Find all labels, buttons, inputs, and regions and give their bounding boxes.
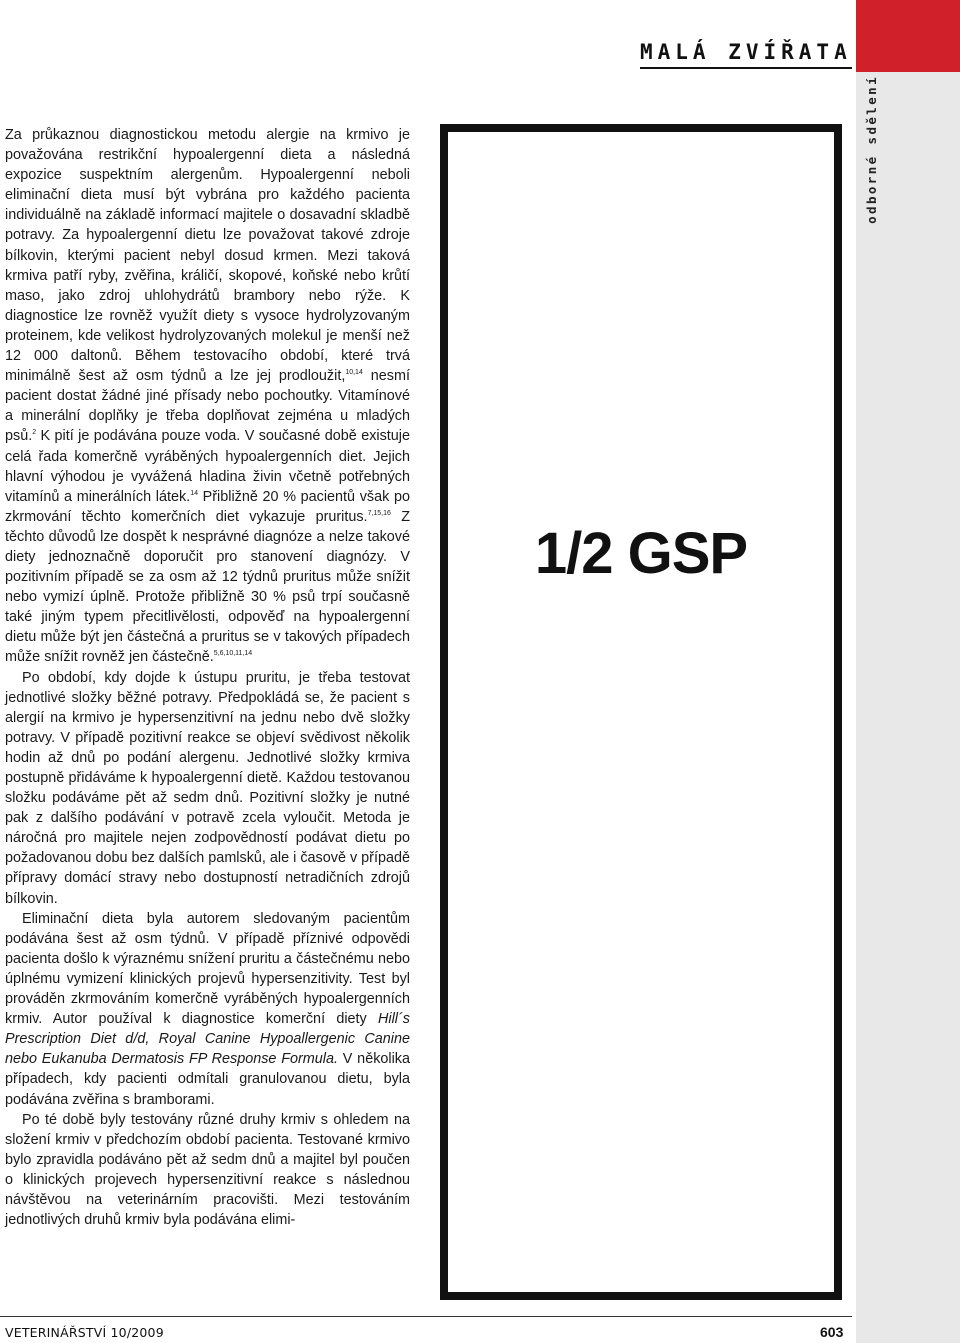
article-column [5, 125, 410, 1230]
text-run: nesmí pacient dostat žádné jiné přísady nebo pochoutky. Vitamínové a minerální doplňky je třeba doplňovat zejména u mladých psů. [5, 368, 410, 445]
article-paragraph-3 [5, 909, 410, 1110]
side-margin-band [856, 72, 960, 1343]
footer-divider [0, 1316, 852, 1317]
text-run: Přibližně 20 % pacientů však po zkrmování těchto komerčních diet vykazuje pruritus. [5, 488, 410, 525]
side-label-text: odborné sdělení [863, 75, 879, 224]
journal-issue: VETERINÁŘSTVÍ 10/2009 [5, 1325, 164, 1340]
article-paragraph-4: Po té době byly testovány různé druhy krmiv s ohledem na složení krmiv v předchozím období pacienta. Testované krmivo bylo zpravidla podáváno pět až sedm dnů a majitel byl poučen o klinických projevech hypersenzitivní reakce s následnou návštěvou na veterinárním pracovišti. Mezi testováním jednotlivých druhů krmiv byla podávána elimi- [5, 1111, 410, 1229]
text-run: V několika případech, kdy pacienti odmítali granulovanou dietu, byla podávána zvěřina s bramborami. [5, 1051, 410, 1108]
page-number: 603 [820, 1324, 844, 1340]
text-run: K pití je podávána pouze voda. V současné době existuje celá řada komerčně vyráběných hypoalergenních diet. Jejich hlavní výhodou je vyvážená hladina živin včetně potřebných vitamínů a minerálních látek. [5, 428, 410, 505]
header-divider [640, 67, 852, 69]
article-paragraph-2: Po období, kdy dojde k ústupu pruritu, je třeba testovat jednotlivé složky běžné potravy. Předpokládá se, že pacient s alergií na krmivo je hypersenzitivní na jednu nebo dvě složky potravy. V případě pozitivní reakce se objeví svědivost několik hodin až dnů po podání alergenu. Jednotlivé složky krmiva postupně přidáváme k hypoalergenní dietě. Každou testovanou složku podáváme pět až sedm dnů. Pozitivní složky je nutné pak z dalšího podávání v potravě zcela vyloučit. Metoda je náročná pro majitele nejen zodpovědností podávat dietu po požadovanou dobu bez dalších pamlsků, ale i časově v případě přípravy domácí stravy nebo dostupností netradičních zdrojů bílkovin. [5, 669, 410, 907]
citation: 5,6,10,11,14 [213, 650, 253, 658]
article-paragraph-1 [5, 125, 410, 668]
citation: 2 [32, 429, 37, 437]
product-names: Hill´s Prescription Diet d/d, Royal Canine Hypoallergenic Canine nebo Eukanuba Dermatosis FP Response Formula. [5, 1011, 410, 1068]
advertisement-box [440, 124, 842, 1300]
side-label [858, 75, 884, 225]
citation: 10,14 [345, 369, 363, 377]
ad-placeholder-label: 1/2 GSP [534, 521, 748, 586]
text-run: Z těchto důvodů lze dospět k nesprávné diagnóze a nelze takové diety jednoznačně doporučit pro stanovení diagnózy. V pozitivním případě se za osm až 12 týdnů pruritus může snížit nebo vymizí úplně. Protože přibližně 30 % psů trpí současně také jiným typem přecitlivělosti, odpověď na hypoalergenní dietu může být jen částečná a pruritus se v takových případech může snížit rovněž jen částečně. [5, 508, 410, 666]
citation: 7,15,16 [367, 509, 391, 517]
text-run: Eliminační dieta byla autorem sledovaným pacientům podávána šest až osm týdnů. V případě příznivé odpovědi pacienta došlo k výraznému snížení pruritu a částečnému nebo úplnému vymizení klinických projevů hypersenzitivity. Test byl prováděn zkrmováním komerčně vyráběných hypoalergenních krmiv. Autor používal k diagnostice komerční diety [5, 910, 410, 1028]
section-title: MALÁ ZVÍŘATA [640, 40, 852, 64]
text-run: Za průkaznou diagnostickou metodu alergie na krmivo je považována restrikční hypoalergenní dieta a následná expozice suspektním alergenům. Hypoalergenní neboli eliminační dieta musí být vybrána pro každého pacienta individuálně na základě informací majitele o dosavadní skladbě potravy. Za hypoalergenní dietu lze považovat takové zdroje bílkovin, kterými pacient nebyl dosud krmen. Mezi taková krmiva patří ryby, zvěřina, králičí, skopové, koňské nebo krůtí maso, jako zdroj uhlohydrátů brambory nebo rýže. K diagnostice lze rovněž využít diety s vysoce hydrolyzovaným proteinem, kde velikost hydrolyzovaných molekul je menší než 12 000 daltonů. Během testovacího období, které trvá minimálně šest až osm týdnů a lze jej prodloužit, [5, 127, 410, 385]
citation: 14 [190, 489, 198, 497]
section-color-tab [856, 0, 960, 72]
